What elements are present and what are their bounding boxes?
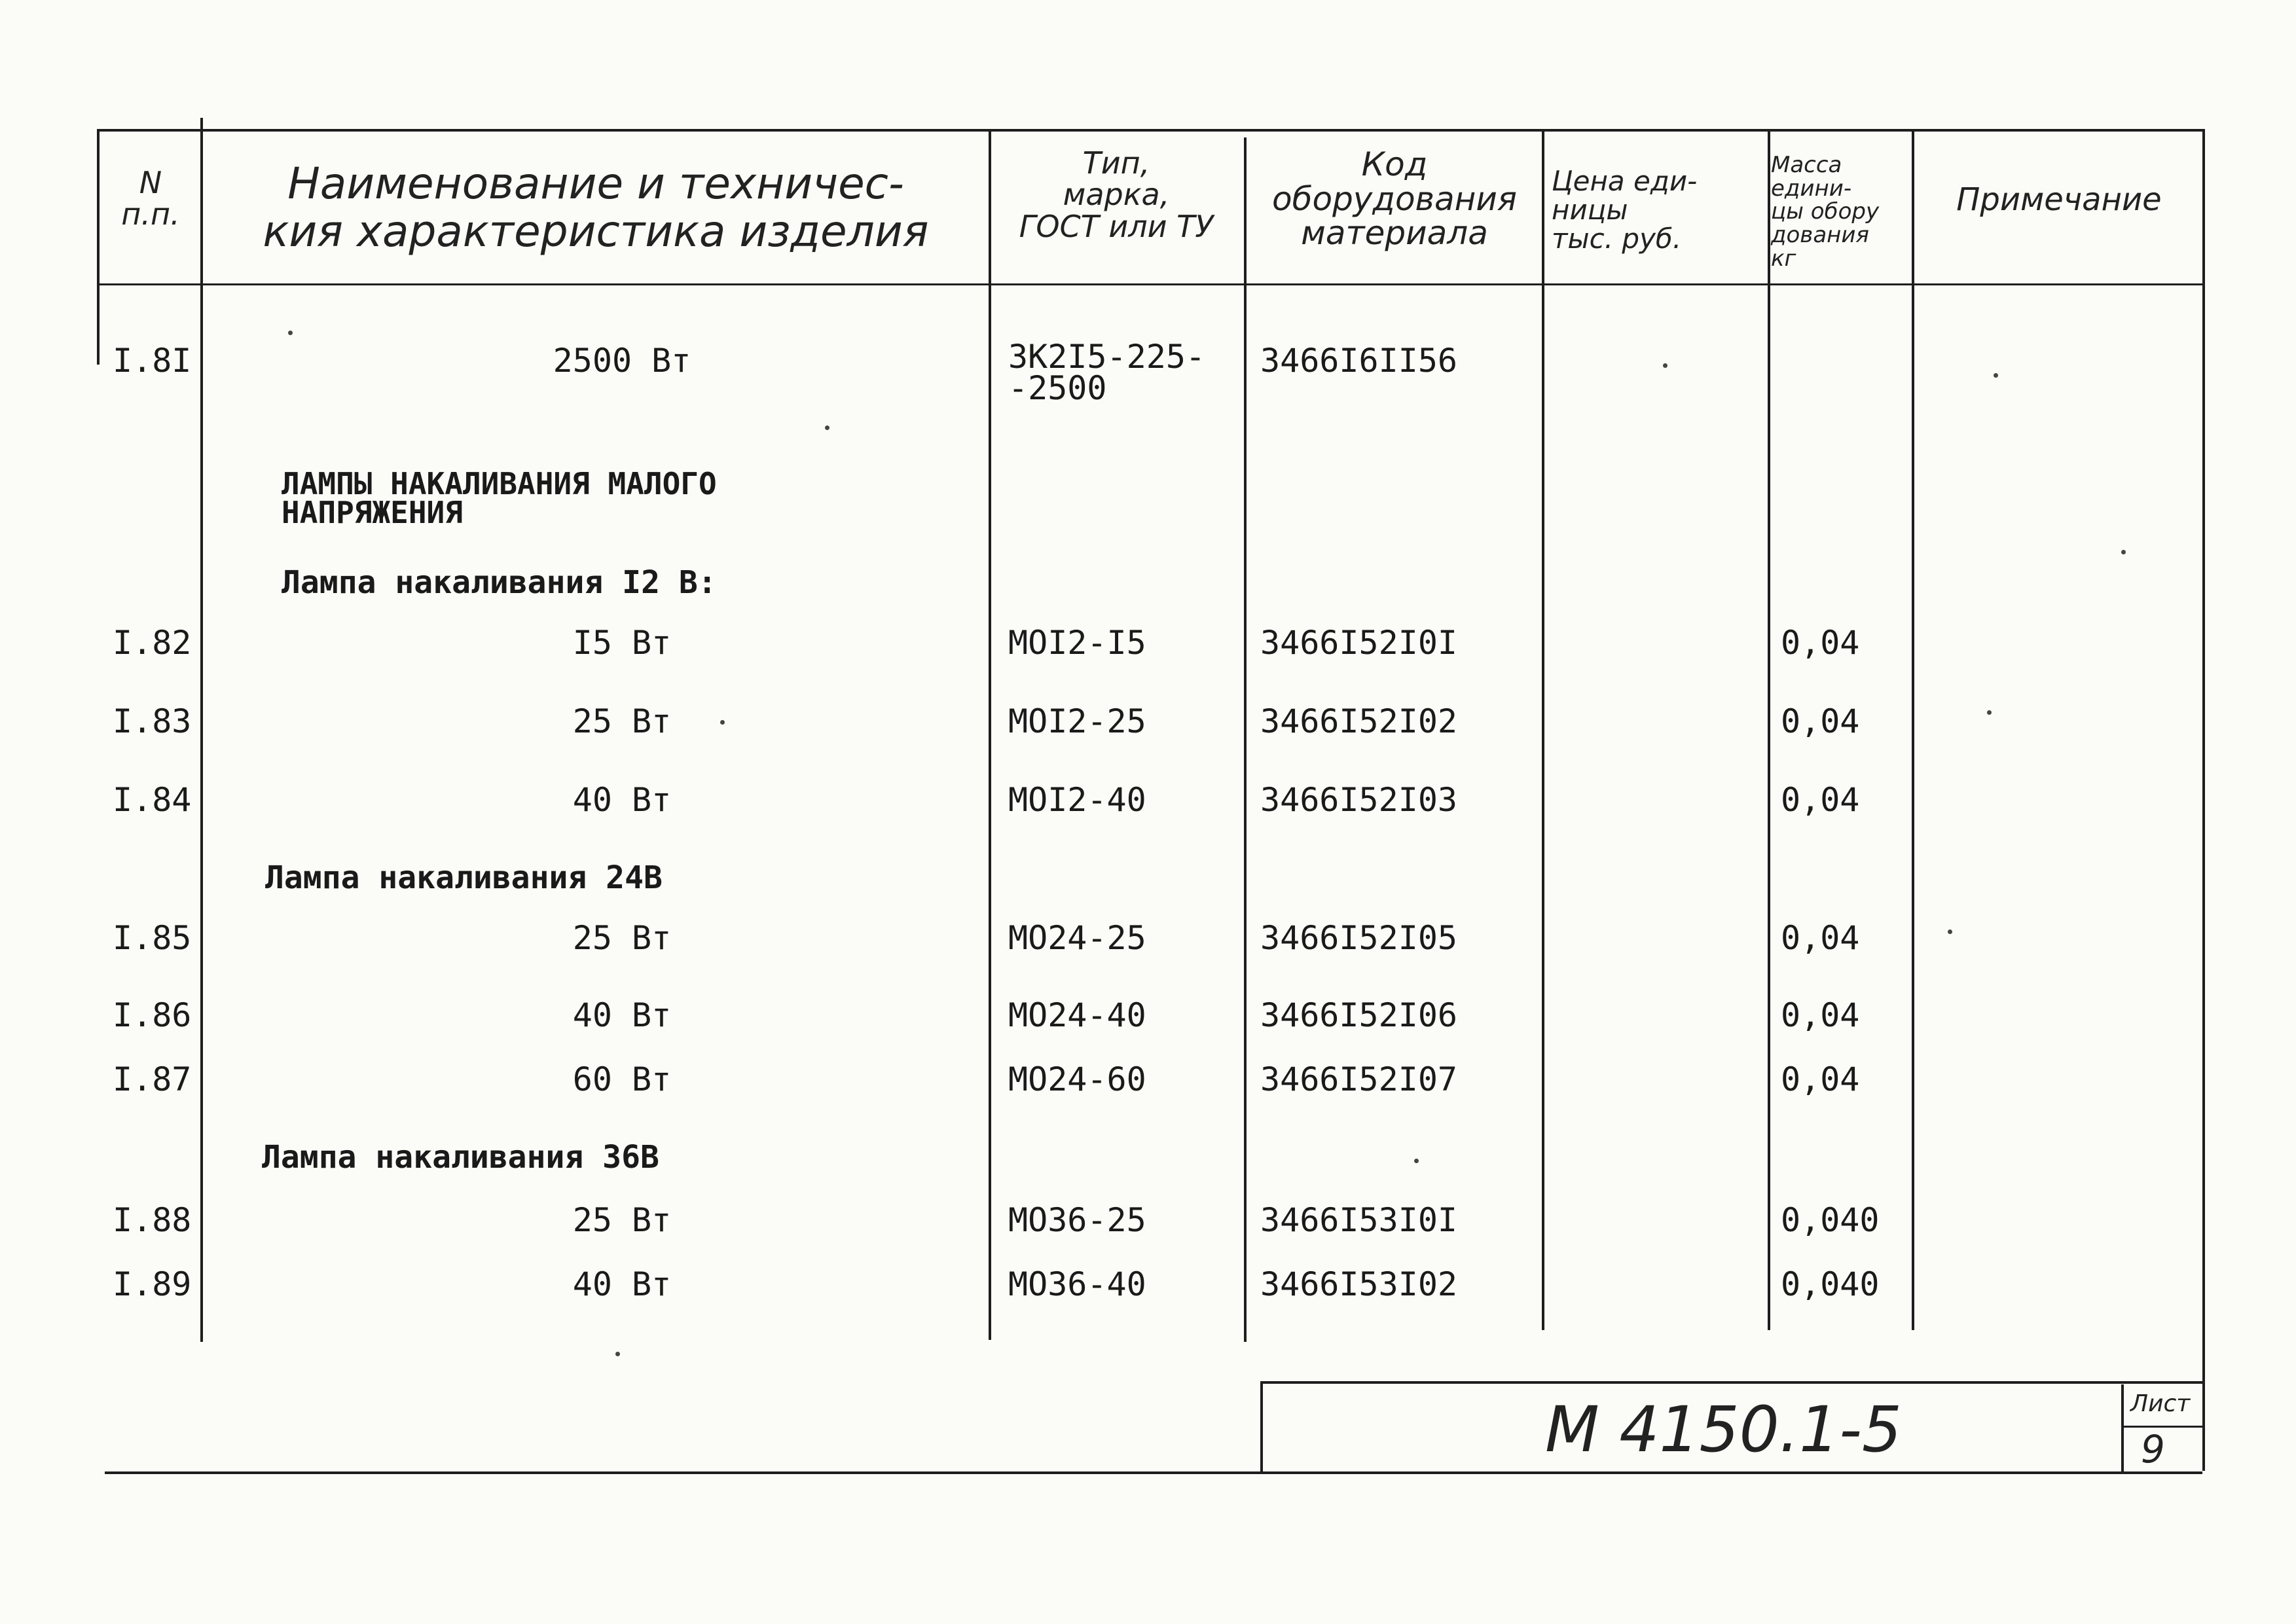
- row-num: I.85: [113, 919, 192, 957]
- page-bottom-line: [105, 1471, 2202, 1474]
- row-name: 25 Вт: [572, 702, 672, 740]
- row-name: 60 Вт: [572, 1060, 672, 1098]
- row-name: I5 Вт: [572, 624, 672, 662]
- row-type: МО36-40: [1008, 1265, 1146, 1303]
- scan-speck: [1987, 710, 1992, 715]
- table-right-border: [2202, 129, 2205, 1471]
- row-num: I.83: [113, 702, 192, 740]
- stamp-sheet-divider: [2121, 1384, 2124, 1473]
- section-lamp-12v: Лампа накаливания I2 В:: [282, 564, 717, 601]
- row-code: 3466I52I07: [1260, 1060, 1458, 1098]
- row-type: МО24-40: [1008, 996, 1146, 1034]
- row-type: МО24-60: [1008, 1060, 1146, 1098]
- stamp-top-border: [1260, 1381, 2203, 1384]
- row-type: ЗК2I5-225- -2500: [1008, 338, 1206, 407]
- row-mass: 0,04: [1781, 702, 1860, 740]
- row-code: 3466I6II56: [1260, 342, 1458, 380]
- row-code: 3466I53I02: [1260, 1265, 1458, 1303]
- row-type: МОI2-I5: [1008, 624, 1146, 662]
- col-divider-price: [1768, 129, 1770, 1330]
- row-num: I.8I: [113, 342, 192, 380]
- col-divider-type: [1244, 137, 1247, 1342]
- row-mass: 0,04: [1781, 781, 1860, 819]
- row-type: МО36-25: [1008, 1201, 1146, 1239]
- row-name: 40 Вт: [572, 996, 672, 1034]
- row-type: МОI2-25: [1008, 702, 1146, 740]
- scan-speck: [720, 720, 725, 725]
- scan-speck: [1948, 929, 1952, 934]
- row-mass: 0,04: [1781, 996, 1860, 1034]
- scan-speck: [1663, 363, 1667, 368]
- section-lamp-24v: Лампа накаливания 24В: [265, 859, 663, 896]
- section-low-voltage: ЛАМПЫ НАКАЛИВАНИЯ МАЛОГО НАПРЯЖЕНИЯ: [282, 466, 717, 530]
- row-code: 3466I52I05: [1260, 919, 1458, 957]
- row-name: 40 Вт: [572, 1265, 672, 1303]
- row-code: 3466I52I0I: [1260, 624, 1458, 662]
- section-lamp-36v: Лампа накаливания 36В: [262, 1139, 659, 1176]
- row-code: 3466I52I06: [1260, 996, 1458, 1034]
- row-type: МОI2-40: [1008, 781, 1146, 819]
- row-num: I.82: [113, 624, 192, 662]
- row-code: 3466I52I02: [1260, 702, 1458, 740]
- col-divider-name: [989, 129, 991, 1340]
- row-mass: 0,04: [1781, 1060, 1860, 1098]
- header-mass: Масса едини- цы обору дования кг: [1771, 152, 1880, 272]
- row-name: 25 Вт: [572, 1201, 672, 1239]
- sheet-number: 9: [2141, 1427, 2165, 1471]
- scan-speck: [2121, 550, 2126, 554]
- scan-speck: [825, 425, 829, 430]
- row-mass: 0,040: [1781, 1265, 1880, 1303]
- scan-speck: [1414, 1159, 1419, 1163]
- sheet-label: Лист: [2130, 1390, 2191, 1417]
- table-top-border: [97, 129, 2202, 132]
- row-type: МО24-25: [1008, 919, 1146, 957]
- col-divider-num: [200, 118, 203, 1342]
- scan-speck: [615, 1352, 620, 1356]
- header-price: Цена еди- ницы тыс. руб.: [1552, 165, 1698, 255]
- header-note: Примечание: [1956, 181, 2162, 218]
- header-code: Код оборудования материала: [1272, 145, 1517, 252]
- scan-speck: [288, 331, 293, 335]
- header-name: Наименование и техничес- кия характеристика изделия: [263, 158, 929, 257]
- header-bottom-border: [97, 283, 2202, 285]
- row-code: 3466I52I03: [1260, 781, 1458, 819]
- table-left-border: [97, 129, 100, 365]
- row-num: I.84: [113, 781, 192, 819]
- row-name: 2500 Вт: [553, 342, 691, 380]
- row-name: 40 Вт: [572, 781, 672, 819]
- row-mass: 0,04: [1781, 624, 1860, 662]
- row-num: I.87: [113, 1060, 192, 1098]
- row-name: 25 Вт: [572, 919, 672, 957]
- scan-speck: [1994, 373, 1998, 378]
- row-mass: 0,040: [1781, 1201, 1880, 1239]
- row-mass: 0,04: [1781, 919, 1860, 957]
- stamp-left-border: [1260, 1381, 1263, 1474]
- row-code: 3466I53I0I: [1260, 1201, 1458, 1239]
- row-num: I.88: [113, 1201, 192, 1239]
- row-num: I.86: [113, 996, 192, 1034]
- col-divider-mass: [1912, 129, 1914, 1330]
- header-num: N п.п.: [121, 165, 180, 232]
- document-code: М 4150.1-5: [1545, 1393, 1902, 1466]
- row-num: I.89: [113, 1265, 192, 1303]
- col-divider-code: [1542, 129, 1544, 1330]
- header-type: Тип, марка, ГОСТ или ТУ: [1019, 145, 1214, 244]
